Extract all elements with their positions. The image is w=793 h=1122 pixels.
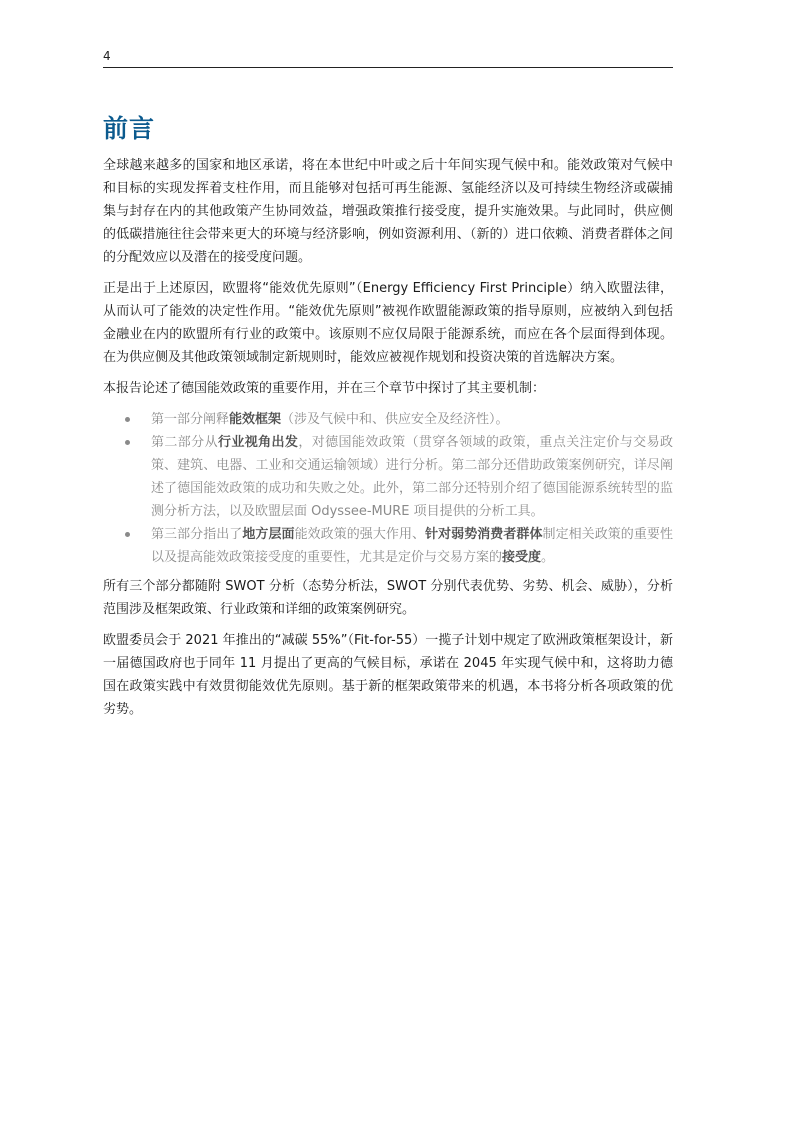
paragraph-3: 本报告论述了德国能效政策的重要作用，并在三个章节中探讨了其主要机制： xyxy=(103,381,546,396)
page-content xyxy=(103,112,673,729)
paragraph-1: 全球越来越多的国家和地区承诺，将在本世纪中叶或之后十年间实现气候中和。能效政策对气候中和目标的实现发挥着支柱作用，而且能够对包括可再生能源、氢能经济以及可持续生物经济或碳捕集与封存在内的其他政策产生协同效益，增强政策推行接受度，提升实施效果。与此同时，供应侧的低碳措施往往会带来更大的环境与经济影响，例如资源利用、（新的）进口依赖、消费者群体之间的分配效应以及潜在的接受度问题。 xyxy=(103,158,673,265)
chapter-list xyxy=(103,408,673,569)
bullet-dot-icon xyxy=(125,417,130,422)
paragraph-5: 欧盟委员会于 2021 年推出的“减碳 55%”（Fit-for-55）一揽子计划中规定了欧洲政策框架设计，新一届德国政府也于同年 11 月提出了更高的气候目标，承诺在 2045 年实现气候中和，这将助力德国在政策实践中有效贯彻能效优先原则。基于新的框架政策带来的机遇，本书将分析各项政策的优劣势。 xyxy=(103,633,673,717)
list-item: 第一部分阐释能效框架（涉及气候中和、供应安全及经济性）。 xyxy=(103,408,673,431)
page-title: 前言 xyxy=(103,114,156,143)
header-rule xyxy=(103,67,673,68)
list-item: 第二部分从行业视角出发，对德国能效政策（贯穿各领域的政策，重点关注定价与交易政策、建筑、电器、工业和交通运输领域）进行分析。第二部分还借助政策案例研究，详尽阐述了德国能效政策的成功和失败之处。此外，第二部分还特别介绍了德国能源系统转型的监测分析方法，以及欧盟层面 Odyssee-MURE 项目提供的分析工具。 xyxy=(103,431,673,523)
bullet-dot-icon xyxy=(125,440,130,445)
page-number: 4 xyxy=(103,49,111,63)
list-item: 第三部分指出了地方层面能效政策的强大作用、针对弱势消费者群体制定相关政策的重要性以及提高能效政策接受度的重要性，尤其是定价与交易方案的接受度。 xyxy=(103,523,673,569)
paragraph-2: 正是出于上述原因，欧盟将“能效优先原则”（Energy Efficiency First Principle）纳入欧盟法律，从而认可了能效的决定性作用。“能效优先原则”被视作欧盟能源政策的指导原则，应被纳入到包括金融业在内的欧盟所有行业的政策中。该原则不应仅局限于能源系统，而应在各个层面得到体现。在为供应侧及其他政策领域制定新规则时，能效应被视作规划和投资决策的首选解决方案。 xyxy=(103,281,673,365)
bullet-dot-icon xyxy=(125,532,130,537)
paragraph-4: 所有三个部分都随附 SWOT 分析（态势分析法，SWOT 分别代表优势、劣势、机会、威胁），分析范围涉及框架政策、行业政策和详细的政策案例研究。 xyxy=(103,579,673,617)
